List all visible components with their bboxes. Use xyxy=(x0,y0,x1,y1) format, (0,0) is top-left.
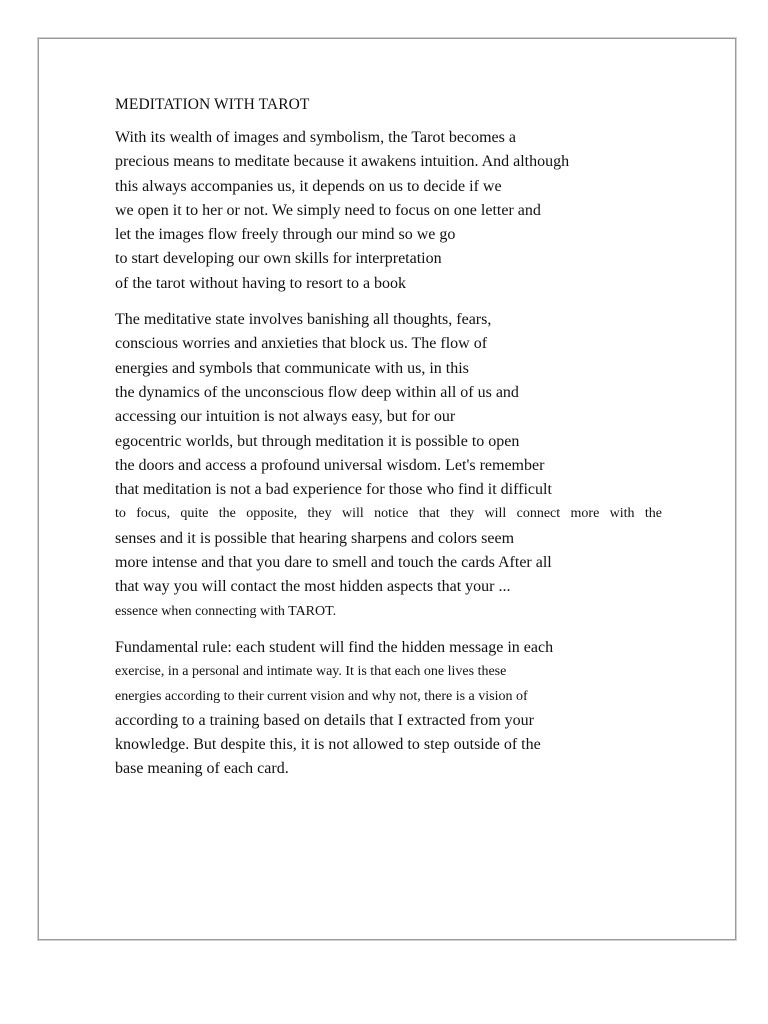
text-line: we open it to her or not. We simply need to focus on one letter and xyxy=(115,201,541,219)
document-page xyxy=(38,38,736,940)
text-line: The meditative state involves banishing all thoughts, fears, xyxy=(115,311,492,329)
paragraph-fundamental-rule xyxy=(115,636,675,782)
document-body xyxy=(115,95,675,794)
paragraph-meditative-state xyxy=(115,308,675,624)
text-line: precious means to meditate because it awakens intuition. And although xyxy=(115,153,570,171)
document-title: MEDITATION WITH TAROT xyxy=(115,96,310,113)
text-line: the dynamics of the unconscious flow deep within all of us and xyxy=(115,383,519,401)
text-line: essence when connecting with TAROT. xyxy=(115,603,337,619)
text-line: accessing our intuition is not always easy, but for our xyxy=(115,408,456,426)
text-line: that meditation is not a bad experience for those who find it difficult xyxy=(115,481,552,499)
paragraph-intro xyxy=(115,126,675,296)
text-line: to start developing our own skills for interpretation xyxy=(115,250,442,268)
text-line: according to a training based on details that I extracted from your xyxy=(115,711,534,729)
text-line: knowledge. But despite this, it is not allowed to step outside of the xyxy=(115,736,541,754)
text-line: Fundamental rule: each student will find the hidden message in each xyxy=(115,638,554,656)
text-line: energies and symbols that communicate with us, in this xyxy=(115,359,469,377)
text-line: senses and it is possible that hearing sharpens and colors seem xyxy=(115,529,515,547)
text-line: egocentric worlds, but through meditation it is possible to open xyxy=(115,432,520,450)
text-line: base meaning of each card. xyxy=(115,760,289,778)
text-line: the doors and access a profound universal wisdom. Let's remember xyxy=(115,456,545,474)
text-line: that way you will contact the most hidden aspects that your ... xyxy=(115,578,511,596)
text-line: conscious worries and anxieties that block us. The flow of xyxy=(115,335,488,353)
text-line: With its wealth of images and symbolism, the Tarot becomes a xyxy=(115,129,516,146)
text-line: energies according to their current vision and why not, there is a vision of xyxy=(115,688,528,704)
text-line: to focus, quite the opposite, they will notice that they will connect more with the xyxy=(115,506,662,522)
text-line: this always accompanies us, it depends on us to decide if we xyxy=(115,177,502,195)
text-line: let the images flow freely through our mind so we go xyxy=(115,226,456,244)
text-line: exercise, in a personal and intimate way. It is that each one lives these xyxy=(115,664,507,680)
text-line: more intense and that you dare to smell and touch the cards After all xyxy=(115,554,552,572)
text-line: of the tarot without having to resort to a book xyxy=(115,274,407,292)
